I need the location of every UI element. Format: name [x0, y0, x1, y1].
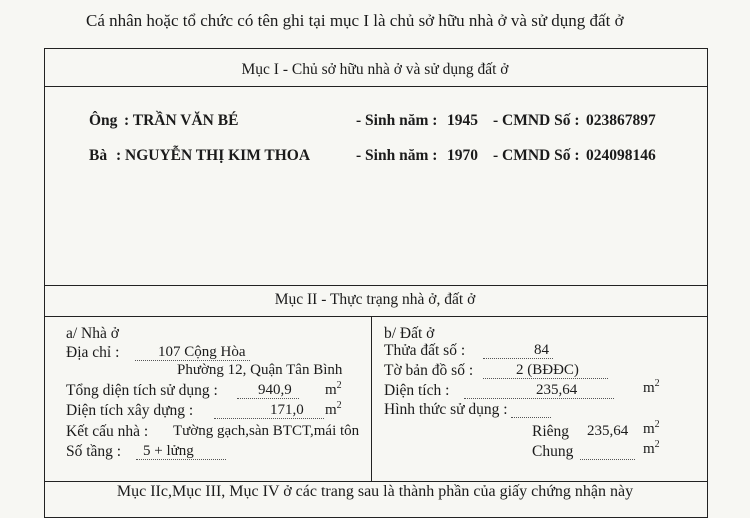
- construction-area-unit: $m^2$: [325, 400, 342, 418]
- parcel-label: Thửa đất số :: [384, 342, 466, 359]
- total-area-label: Tổng diện tích sử dụng :: [66, 382, 218, 399]
- section2-top-divider: [44, 285, 708, 286]
- land-area-unit: $m^2$: [643, 378, 660, 396]
- owner1-id: 023867897: [586, 112, 656, 129]
- owner2-birth-year: 1970: [447, 147, 478, 164]
- private-area-unit: $m^2$: [643, 419, 660, 437]
- owner1-id-label: - CMND Số :: [493, 112, 580, 129]
- owner2-name: : NGUYỄN THỊ KIM THOA: [116, 147, 311, 164]
- owner1-birth-label: - Sinh năm :: [356, 112, 438, 129]
- address-line2: Phường 12, Quận Tân Bình: [177, 362, 343, 378]
- house-heading: a/ Nhà ở: [66, 325, 119, 342]
- total-area-unit: $m^2$: [325, 380, 342, 398]
- address-label: Địa chỉ :: [66, 344, 120, 361]
- section2-title: Mục II - Thực trạng nhà ở, đất ở: [274, 291, 476, 308]
- owner2-id-label: - CMND Số :: [493, 147, 580, 164]
- owner1-prefix: Ông: [89, 112, 118, 129]
- land-heading: b/ Đất ở: [384, 325, 435, 342]
- address-line1: 107 Cộng Hòa: [158, 344, 246, 360]
- shared-area-unit: $m^2$: [643, 439, 660, 457]
- parcel-value: 84: [534, 342, 549, 358]
- intro-text: Cá nhân hoặc tổ chức có tên ghi tại mục I là chủ sở hữu nhà ở và sử dụng đất ở: [86, 11, 624, 30]
- footer-note: Mục IIc,Mục III, Mục IV ở các trang sau là thành phần của giấy chứng nhận này: [116, 483, 634, 500]
- section1-title: Mục I - Chủ sở hữu nhà ở và sử dụng đất ở: [241, 61, 509, 78]
- section2-divider: [44, 316, 708, 317]
- owner2-prefix: Bà: [89, 147, 108, 164]
- private-label: Riêng: [532, 423, 570, 440]
- map-label: Tờ bản đồ số :: [384, 362, 474, 379]
- land-area-label: Diện tích :: [384, 382, 450, 399]
- usage-label: Hình thức sử dụng :: [384, 401, 508, 418]
- owner1-name: : TRẦN VĂN BÉ: [124, 112, 239, 129]
- section2-column-divider: [371, 316, 372, 482]
- structure-value: Tường gạch,sàn BTCT,mái tôn: [173, 423, 360, 439]
- owner2-birth-label: - Sinh năm :: [356, 147, 438, 164]
- footer-divider: [44, 481, 708, 482]
- construction-area-label: Diện tích xây dựng :: [66, 402, 194, 419]
- total-area-value: 940,9: [258, 382, 292, 398]
- owner2-id: 024098146: [586, 147, 656, 164]
- floors-label: Số tầng :: [66, 443, 122, 460]
- shared-label: Chung: [532, 443, 574, 460]
- private-area-value: 235,64: [587, 423, 629, 439]
- section1-divider: [44, 86, 708, 87]
- owner1-birth-year: 1945: [447, 112, 478, 129]
- land-area-value: 235,64: [536, 382, 578, 398]
- structure-label: Kết cấu nhà :: [66, 423, 149, 440]
- construction-area-value: 171,0: [270, 402, 304, 418]
- map-value: 2 (BĐĐC): [516, 362, 579, 378]
- floors-value: 5 + lửng: [143, 443, 194, 459]
